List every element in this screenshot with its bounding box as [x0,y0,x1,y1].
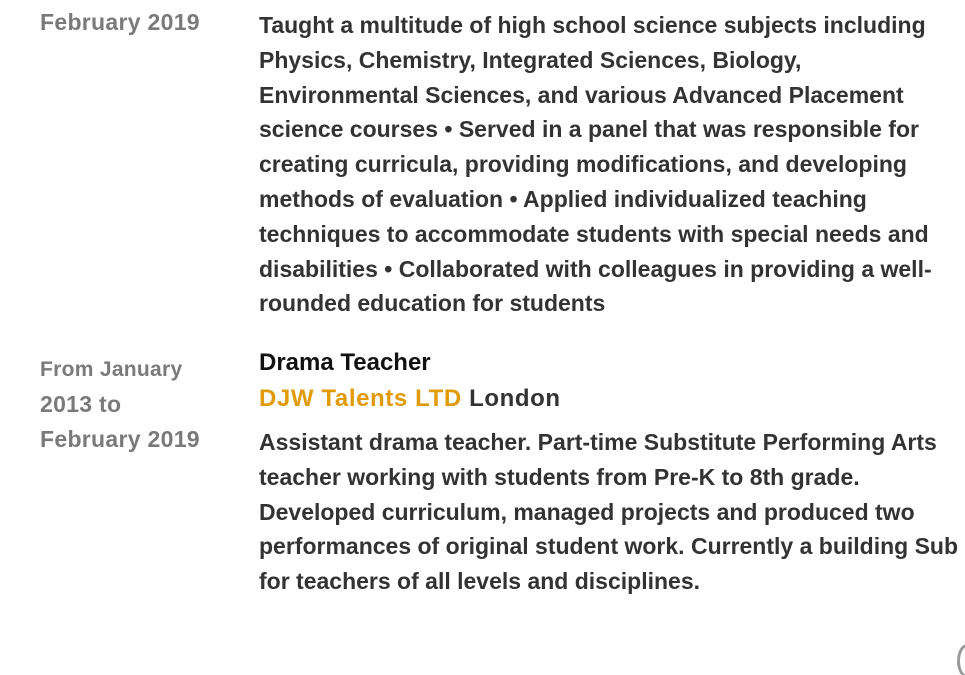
entry-description: Assistant drama teacher. Part-time Substitute Performing Arts teacher working with students from Pre-K to 8th grade. Developed curriculum, managed projects and produced two performances of original student work. Currently a building Sub for teachers of all levels and disciplines. [259,429,959,595]
entry-description: Taught a multitude of high school science subjects including Physics, Chemistry, Integrated Sciences, Biology, Environmental Sciences, and various Advanced Placement science courses • Served in a panel that was responsible for creating curricula, providing modifications, and developing methods of evaluation • Applied individualized teaching techniques to accommodate students with special needs and disabilities • Collaborated with colleagues in providing a well-rounded education for students [259,12,932,317]
date-range-middle: 2013 to [40,391,122,417]
date-range-end: February 2019 [40,426,200,452]
partial-circle-icon [957,644,965,675]
entry-date-range [40,352,250,457]
employer-location: London [469,385,561,412]
entry-date: February 2019 [40,9,200,35]
date-range-start: From January [40,358,183,381]
employer-name: DJW Talents LTD [259,385,462,412]
employer-line [259,382,561,416]
job-title: Drama Teacher [259,349,431,376]
